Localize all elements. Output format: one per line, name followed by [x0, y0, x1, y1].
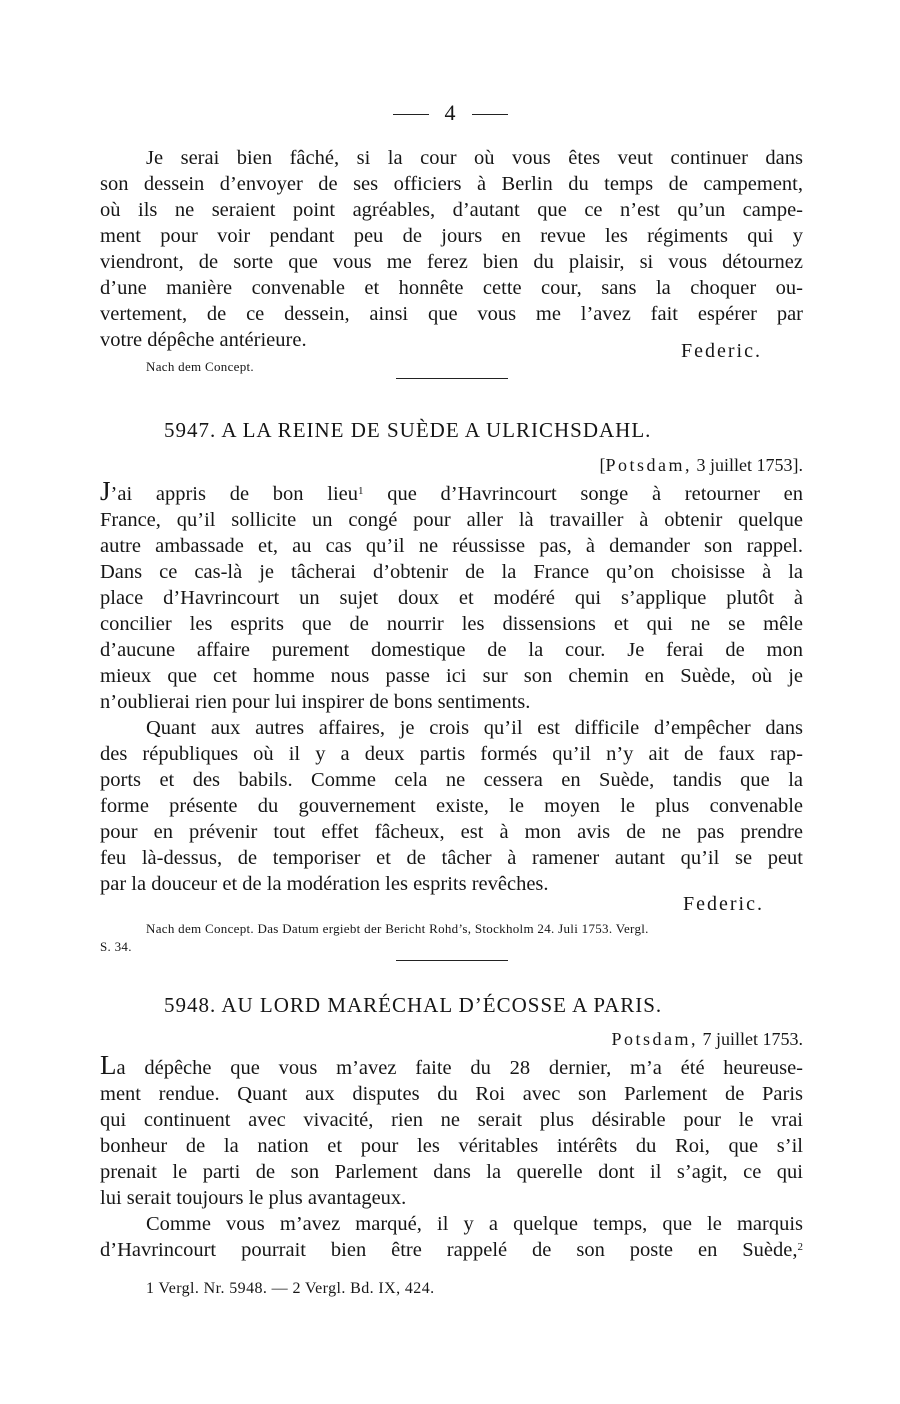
intro-line-2: son dessein d’envoyer de ses officiers à Berlin du temps de campement,	[100, 173, 803, 195]
letter-5947-p2-line-3: ports et des babils. Comme cela ne cessera en Suède, tandis que la	[100, 769, 803, 791]
letter-5947-line-3: autre ambassade et, au cas qu’il ne réussisse pas, à demander son rappel.	[100, 535, 803, 557]
letter-5947-signature: Federic.	[683, 893, 764, 915]
letter-5948-p2-line-1: Comme vous m’avez marqué, il y a quelque temps, que le marquis	[146, 1213, 803, 1235]
letter-5947-line-2: France, qu’il sollicite un congé pour aller là travailler à obtenir quelque	[100, 509, 803, 531]
letter-5948-line-6: lui serait toujours le plus avantageux.	[100, 1187, 407, 1209]
intro-source-note: Nach dem Concept.	[146, 359, 254, 374]
letter-5947-date-place: Potsdam,	[605, 455, 692, 475]
letter-5947-line-1	[100, 476, 803, 507]
letter-5947-title: 5947. A LA REINE DE SUÈDE A ULRICHSDAHL.	[164, 418, 652, 442]
letter-5947-line-1b: que d’Havrincourt songe à retourner en	[363, 483, 803, 505]
letter-5947-date-bracket: [	[599, 455, 606, 475]
intro-line-7: vertement, de ce dessein, ainsi que vous me l’avez fait espérer par	[100, 303, 803, 325]
page-number: 4	[444, 100, 456, 125]
letter-5948-line-1	[100, 1050, 803, 1081]
letter-5947-p2-line-2: des républiques où il y a deux partis formés qu’il n’y ait de faux rap-	[100, 743, 803, 765]
letter-5947-line-6: concilier les esprits que de nourrir les dissensions et qui ne se mêle	[100, 613, 803, 635]
letter-5948-line-5: prenait le parti de son Parlement dans la querelle dont il s’agit, ce qui	[100, 1161, 803, 1183]
letter-5947-line-1a: ’ai appris de bon lieu	[110, 483, 358, 505]
intro-line-3: où ils ne seraient point agréables, d’autant que ce n’est qu’un campe-	[100, 199, 803, 221]
letter-5947-p2-line-7: par la douceur et de la modération les esprits revêches.	[100, 873, 549, 895]
letter-5947-line-5: place d’Havrincourt un sujet doux et modéré qui s’applique plutôt à	[100, 587, 803, 609]
letter-5947-date	[599, 455, 803, 476]
separator-rule-1	[396, 378, 508, 379]
footnote-ref-2: 2	[797, 1241, 803, 1253]
letter-5947-date-rest: 3 juillet 1753].	[692, 455, 803, 475]
letter-5947-line-7: d’aucune affaire purement domestique de la cour. Je ferai de mon	[100, 639, 803, 661]
letter-5947-initial: J	[100, 476, 111, 506]
header-dash-left	[393, 114, 429, 115]
letter-5947-p2-line-6: feu là-dessus, de temporiser et de tâcher à ramener autant qu’il se peut	[100, 847, 803, 869]
letter-5948-line-1a: a dépêche que vous m’avez faite du 28 dernier, m’a été heureuse-	[116, 1057, 803, 1079]
letter-5947-source-note-1: Nach dem Concept. Das Datum ergiebt der Bericht Rohd’s, Stockholm 24. Juli 1753. Vergl.	[146, 921, 649, 936]
letter-5947-p2-line-4: forme présente du gouvernement existe, le moyen le plus convenable	[100, 795, 803, 817]
letter-5947-p2-line-5: pour en prévenir tout effet fâcheux, est à mon avis de ne pas prendre	[100, 821, 803, 843]
page-header	[0, 100, 900, 126]
letter-5948-p2-line-2	[100, 1237, 803, 1263]
letter-5948-date-rest: 7 juillet 1753.	[698, 1029, 803, 1049]
letter-5948-initial: L	[100, 1050, 117, 1080]
intro-line-8: votre dépêche antérieure.	[100, 329, 307, 351]
footnote-ref-1: 1	[358, 485, 364, 497]
letter-5947-line-8: mieux que cet homme nous passe ici sur son chemin en Suède, où je	[100, 665, 803, 687]
letter-5947-line-9: n’oublierai rien pour lui inspirer de bons sentiments.	[100, 691, 531, 713]
intro-signature: Federic.	[681, 340, 762, 362]
letter-5948-date	[611, 1029, 803, 1050]
letter-5948-line-2: ment rendue. Quant aux disputes du Roi avec son Parlement de Paris	[100, 1083, 803, 1105]
letter-5948-date-place: Potsdam,	[611, 1029, 698, 1049]
letter-5948-line-3: qui continuent avec vivacité, rien ne serait plus désirable pour le vrai	[100, 1109, 803, 1131]
separator-rule-2	[396, 960, 508, 961]
letter-5947-source-note-2: S. 34.	[100, 939, 132, 954]
intro-line-1: Je serai bien fâché, si la cour où vous êtes veut continuer dans	[146, 147, 803, 169]
letter-5947-line-4: Dans ce cas-là je tâcherai d’obtenir de la France qu’on choisisse à la	[100, 561, 803, 583]
letter-5948-p2-line-2a: d’Havrincourt pourrait bien être rappelé de son poste en Suède,	[100, 1239, 798, 1261]
letter-5948-title: 5948. AU LORD MARÉCHAL D’ÉCOSSE A PARIS.	[164, 993, 663, 1017]
footnotes: 1 Vergl. Nr. 5948. — 2 Vergl. Bd. IX, 424.	[146, 1280, 435, 1297]
letter-5948-line-4: bonheur de la nation et pour les véritables intérêts du Roi, que s’il	[100, 1135, 803, 1157]
intro-line-5: viendront, de sorte que vous me ferez bien du plaisir, si vous détournez	[100, 251, 803, 273]
intro-line-4: ment pour voir pendant peu de jours en revue les régiments qui y	[100, 225, 803, 247]
header-dash-right	[472, 114, 508, 115]
letter-5947-p2-line-1: Quant aux autres affaires, je crois qu’il est difficile d’empêcher dans	[146, 717, 803, 739]
intro-line-6: d’une manière convenable et honnête cette cour, sans la choquer ou-	[100, 277, 803, 299]
